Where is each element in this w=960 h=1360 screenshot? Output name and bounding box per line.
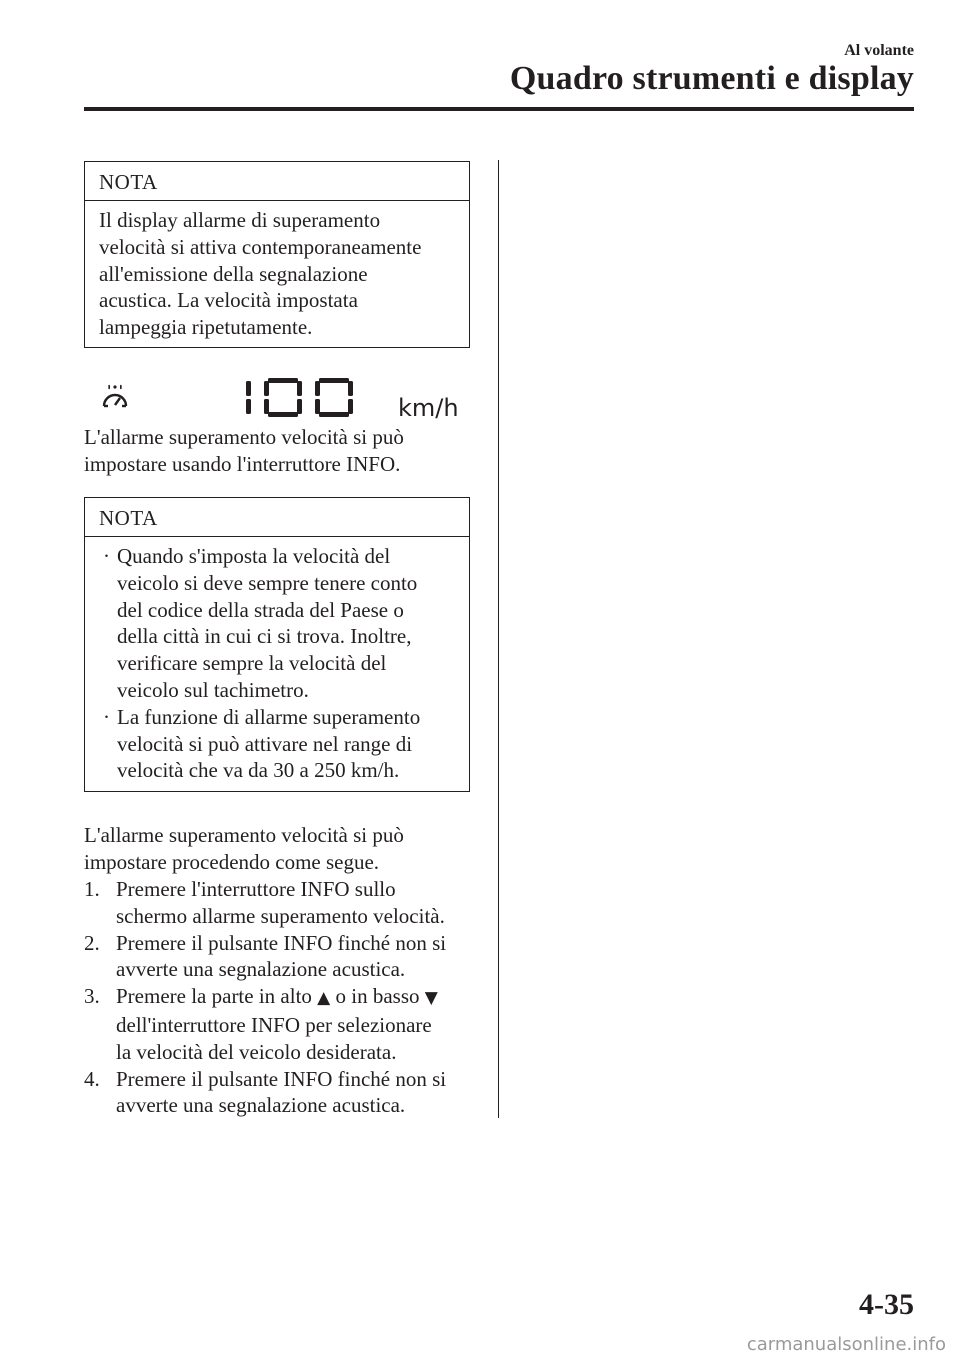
note-line: del codice della strada del Paese o	[117, 597, 404, 622]
step-line: la velocità del veicolo desiderata.	[116, 1039, 397, 1064]
step-line: Premere il pulsante INFO finché non si	[116, 1066, 447, 1091]
note-bullet	[99, 543, 457, 704]
step-line: dell'interruttore INFO per selezionare	[116, 1012, 432, 1037]
note-line: lampeggia ripetutamente.	[99, 315, 313, 340]
step-text: o in basso	[330, 984, 425, 1009]
note-line: velocità che va da 30 a 250 km/h.	[117, 758, 400, 783]
column-divider	[498, 160, 499, 1118]
note-body	[85, 537, 469, 794]
header-rule	[84, 107, 914, 111]
step-line: avverte una segnalazione acustica.	[116, 957, 406, 982]
note-line: verificare sempre la velocità del	[117, 651, 387, 676]
note-line: veicolo sul tachimetro.	[117, 677, 309, 702]
paragraph-line: impostare usando l'interruttore INFO.	[84, 451, 401, 476]
paragraph-line: L'allarme superamento velocità si può	[84, 425, 404, 449]
speed-alarm-display	[84, 378, 470, 422]
step-number: 1.	[84, 877, 100, 901]
paragraph-line: L'allarme superamento velocità si può	[84, 823, 404, 847]
note-box-2	[84, 497, 470, 792]
note-body	[85, 201, 469, 351]
section-label: Al volante	[844, 42, 914, 59]
note-line: velocità si attiva contemporaneamente	[99, 234, 422, 259]
note-line: Quando s'imposta la velocità del	[117, 544, 391, 568]
speed-alarm-gauge-icon	[100, 384, 130, 421]
note-heading: NOTA	[85, 498, 469, 537]
step-line: avverte una segnalazione acustica.	[116, 1093, 406, 1118]
step-number: 2.	[84, 930, 100, 955]
step-line: Premere l'interruttore INFO sullo	[116, 877, 396, 901]
step-item	[84, 930, 484, 984]
step-item	[84, 876, 484, 930]
down-arrow-icon: ▼	[424, 988, 438, 1009]
step-line: schermo allarme superamento velocità.	[116, 903, 445, 928]
note-line: acustica. La velocità impostata	[99, 288, 358, 313]
note-line: della città in cui ci si trova. Inoltre,	[117, 624, 412, 649]
note-heading: NOTA	[85, 162, 469, 201]
paragraph-1	[84, 424, 484, 478]
speed-unit: km/h	[398, 394, 459, 422]
step-number: 4.	[84, 1066, 100, 1091]
bullet-dot: ·	[103, 704, 110, 729]
step-text: Premere la parte in alto	[116, 984, 318, 1009]
note-line: all'emissione della segnalazione	[99, 261, 368, 286]
step-line	[116, 983, 484, 1012]
page-number: 4-35	[859, 1288, 914, 1321]
step-line: Premere il pulsante INFO finché non si	[116, 930, 447, 955]
bullet-dot: ·	[103, 544, 110, 568]
note-line: velocità si può attivare nel range di	[117, 731, 413, 756]
up-arrow-icon: ▲	[317, 988, 331, 1009]
note-line: Il display allarme di superamento	[99, 208, 381, 232]
speed-readout	[242, 378, 392, 423]
step-item	[84, 983, 484, 1065]
watermark: carmanualsonline.info	[746, 1334, 946, 1355]
paragraph-2	[84, 822, 484, 876]
note-box-1	[84, 161, 470, 348]
note-line: La funzione di allarme superamento	[117, 704, 421, 729]
step-number: 3.	[84, 984, 100, 1009]
procedure-steps	[84, 876, 484, 1119]
step-item	[84, 1066, 484, 1120]
paragraph-line: impostare procedendo come segue.	[84, 849, 380, 874]
note-bullet	[99, 704, 457, 784]
page-title: Quadro strumenti e display	[509, 60, 914, 97]
note-line: veicolo si deve sempre tenere conto	[117, 570, 418, 595]
